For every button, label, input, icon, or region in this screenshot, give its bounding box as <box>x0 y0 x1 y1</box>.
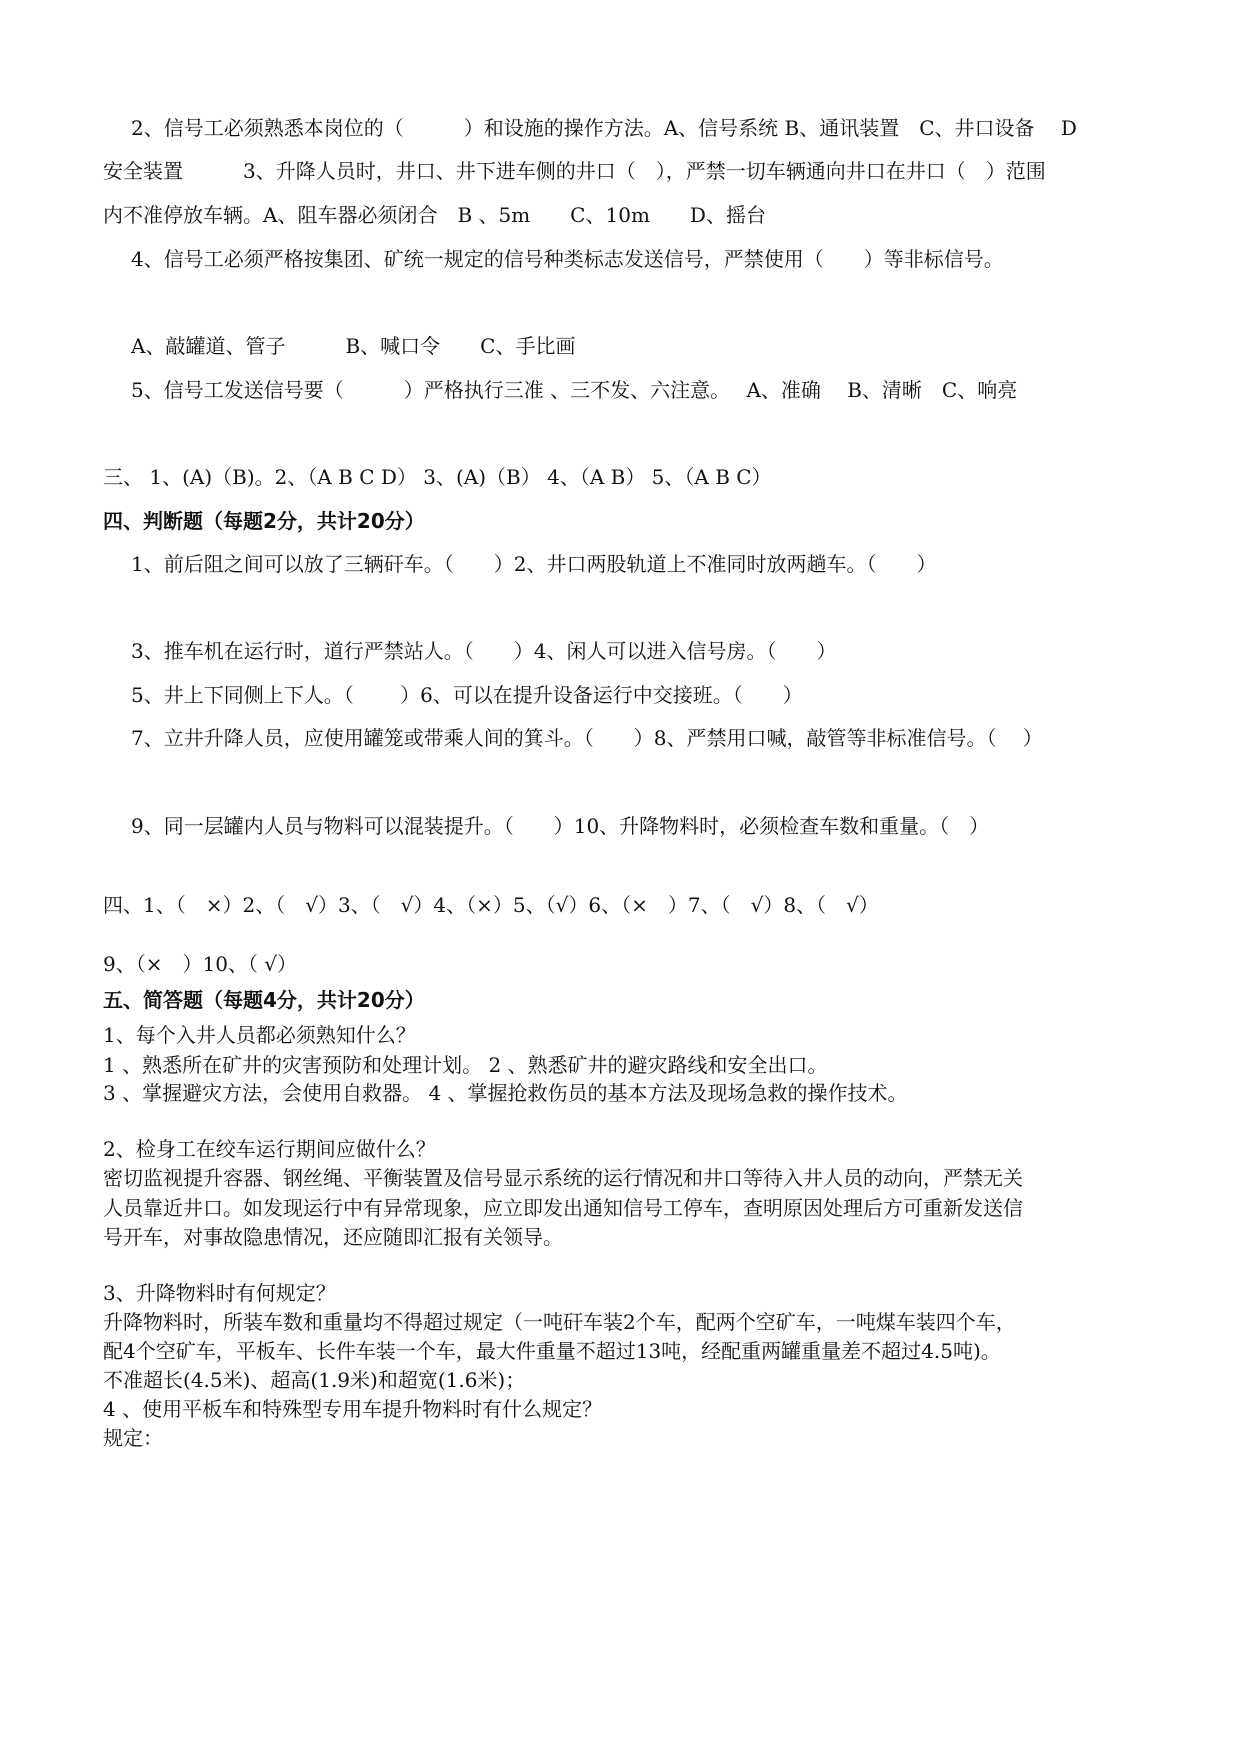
judgement-7-8: 7、立井升降人员，应使用罐笼或带乘人间的箕斗。（ ）8、严禁用口喊，敲管等非标准信号。（ ） <box>131 726 1043 750</box>
section-4-answers-line-1: 四、1、（ ×）2、（ √）3、（ √）4、（×）5、（√）6、（× ）7、（ √）8、（ √） <box>103 893 879 917</box>
short-answer-3-line-3: 不准超长(4.5米)、超高(1.9米)和超宽(1.6米)； <box>103 1368 526 1392</box>
judgement-1-2: 1、前后阻之间可以放了三辆矸车。（ ）2、井口两股轨道上不准同时放两趟车。（ ） <box>131 552 937 576</box>
short-answer-3-line-2: 配4个空矿车，平板车、长件车装一个车，最大件重量不超过13吨，经配重两罐重量差不超过4.5吨)。 <box>103 1339 1001 1363</box>
section-4-answers-line-2: 9、（× ）10、（ √） <box>103 952 298 976</box>
judgement-3-4: 3、推车机在运行时，道行严禁站人。（ ）4、闲人可以进入信号房。（ ） <box>131 639 837 663</box>
question-4-line: 4、信号工必须严格按集团、矿统一规定的信号种类标志发送信号，严禁使用（ ）等非标信号。 <box>131 247 1004 271</box>
judgement-5-6: 5、井上下同侧上下人。（ ）6、可以在提升设备运行中交接班。（ ） <box>131 683 803 707</box>
short-answer-4-question: 4 、使用平板车和特殊型专用车提升物料时有什么规定？ <box>103 1397 603 1421</box>
section-5-heading: 五、简答题（每题4分，共计20分） <box>103 988 425 1012</box>
question-3-line-1: 安全装置 3、升降人员时，井口、井下进车侧的井口（ ），严禁一切车辆通向井口在井口（ ）范围 <box>103 159 1046 183</box>
short-answer-2-line-2: 人员靠近井口。如发现运行中有异常现象，应立即发出通知信号工停车，查明原因处理后方可重新发送信 <box>103 1196 1023 1220</box>
short-answer-1-line-1: 1 、熟悉所在矿井的灾害预防和处理计划。 2 、熟悉矿井的避灾路线和安全出口。 <box>103 1053 828 1077</box>
question-2-line-1: 2、信号工必须熟悉本岗位的（ ）和设施的操作方法。A、信号系统 B、通讯装置 C、井口设备 D <box>131 116 1077 140</box>
question-5-line: 5、信号工发送信号要（ ）严格执行三准 、三不发、六注意。 A、准确 B、清晰 C、响亮 <box>131 378 1018 402</box>
short-answer-4-line-1: 规定： <box>103 1426 163 1450</box>
section-4-heading: 四、判断题（每题2分，共计20分） <box>103 509 425 533</box>
short-answer-2-question: 2、检身工在绞车运行期间应做什么？ <box>103 1137 436 1161</box>
short-answer-1-question: 1、每个入井人员都必须熟知什么？ <box>103 1023 416 1047</box>
judgement-9-10: 9、同一层罐内人员与物料可以混装提升。（ ）10、升降物料时，必须检查车数和重量。（ ） <box>131 814 990 838</box>
short-answer-3-question: 3、升降物料时有何规定？ <box>103 1281 336 1305</box>
short-answer-2-line-3: 号开车，对事故隐患情况，还应随即汇报有关领导。 <box>103 1225 563 1249</box>
short-answer-3-line-1: 升降物料时，所装车数和重量均不得超过规定（一吨矸车装2个车，配两个空矿车，一吨煤车装四个车， <box>103 1310 1016 1334</box>
question-3-line-2: 内不准停放车辆。A、阻车器必须闭合 B 、5m C、10m D、摇台 <box>103 203 766 227</box>
section-3-answers: 三、 1、(A)（B)。2、（A B C D） 3、(A)（B） 4、（A B） 5、（A B C） <box>103 465 772 489</box>
question-4-options: A、敲罐道、管子 B、喊口令 C、手比画 <box>131 334 576 358</box>
short-answer-1-line-2: 3 、掌握避灾方法，会使用自救器。 4 、掌握抢救伤员的基本方法及现场急救的操作技术。 <box>103 1081 908 1105</box>
short-answer-2-line-1: 密切监视提升容器、钢丝绳、平衡装置及信号显示系统的运行情况和井口等待入井人员的动向，严禁无关 <box>103 1166 1023 1190</box>
